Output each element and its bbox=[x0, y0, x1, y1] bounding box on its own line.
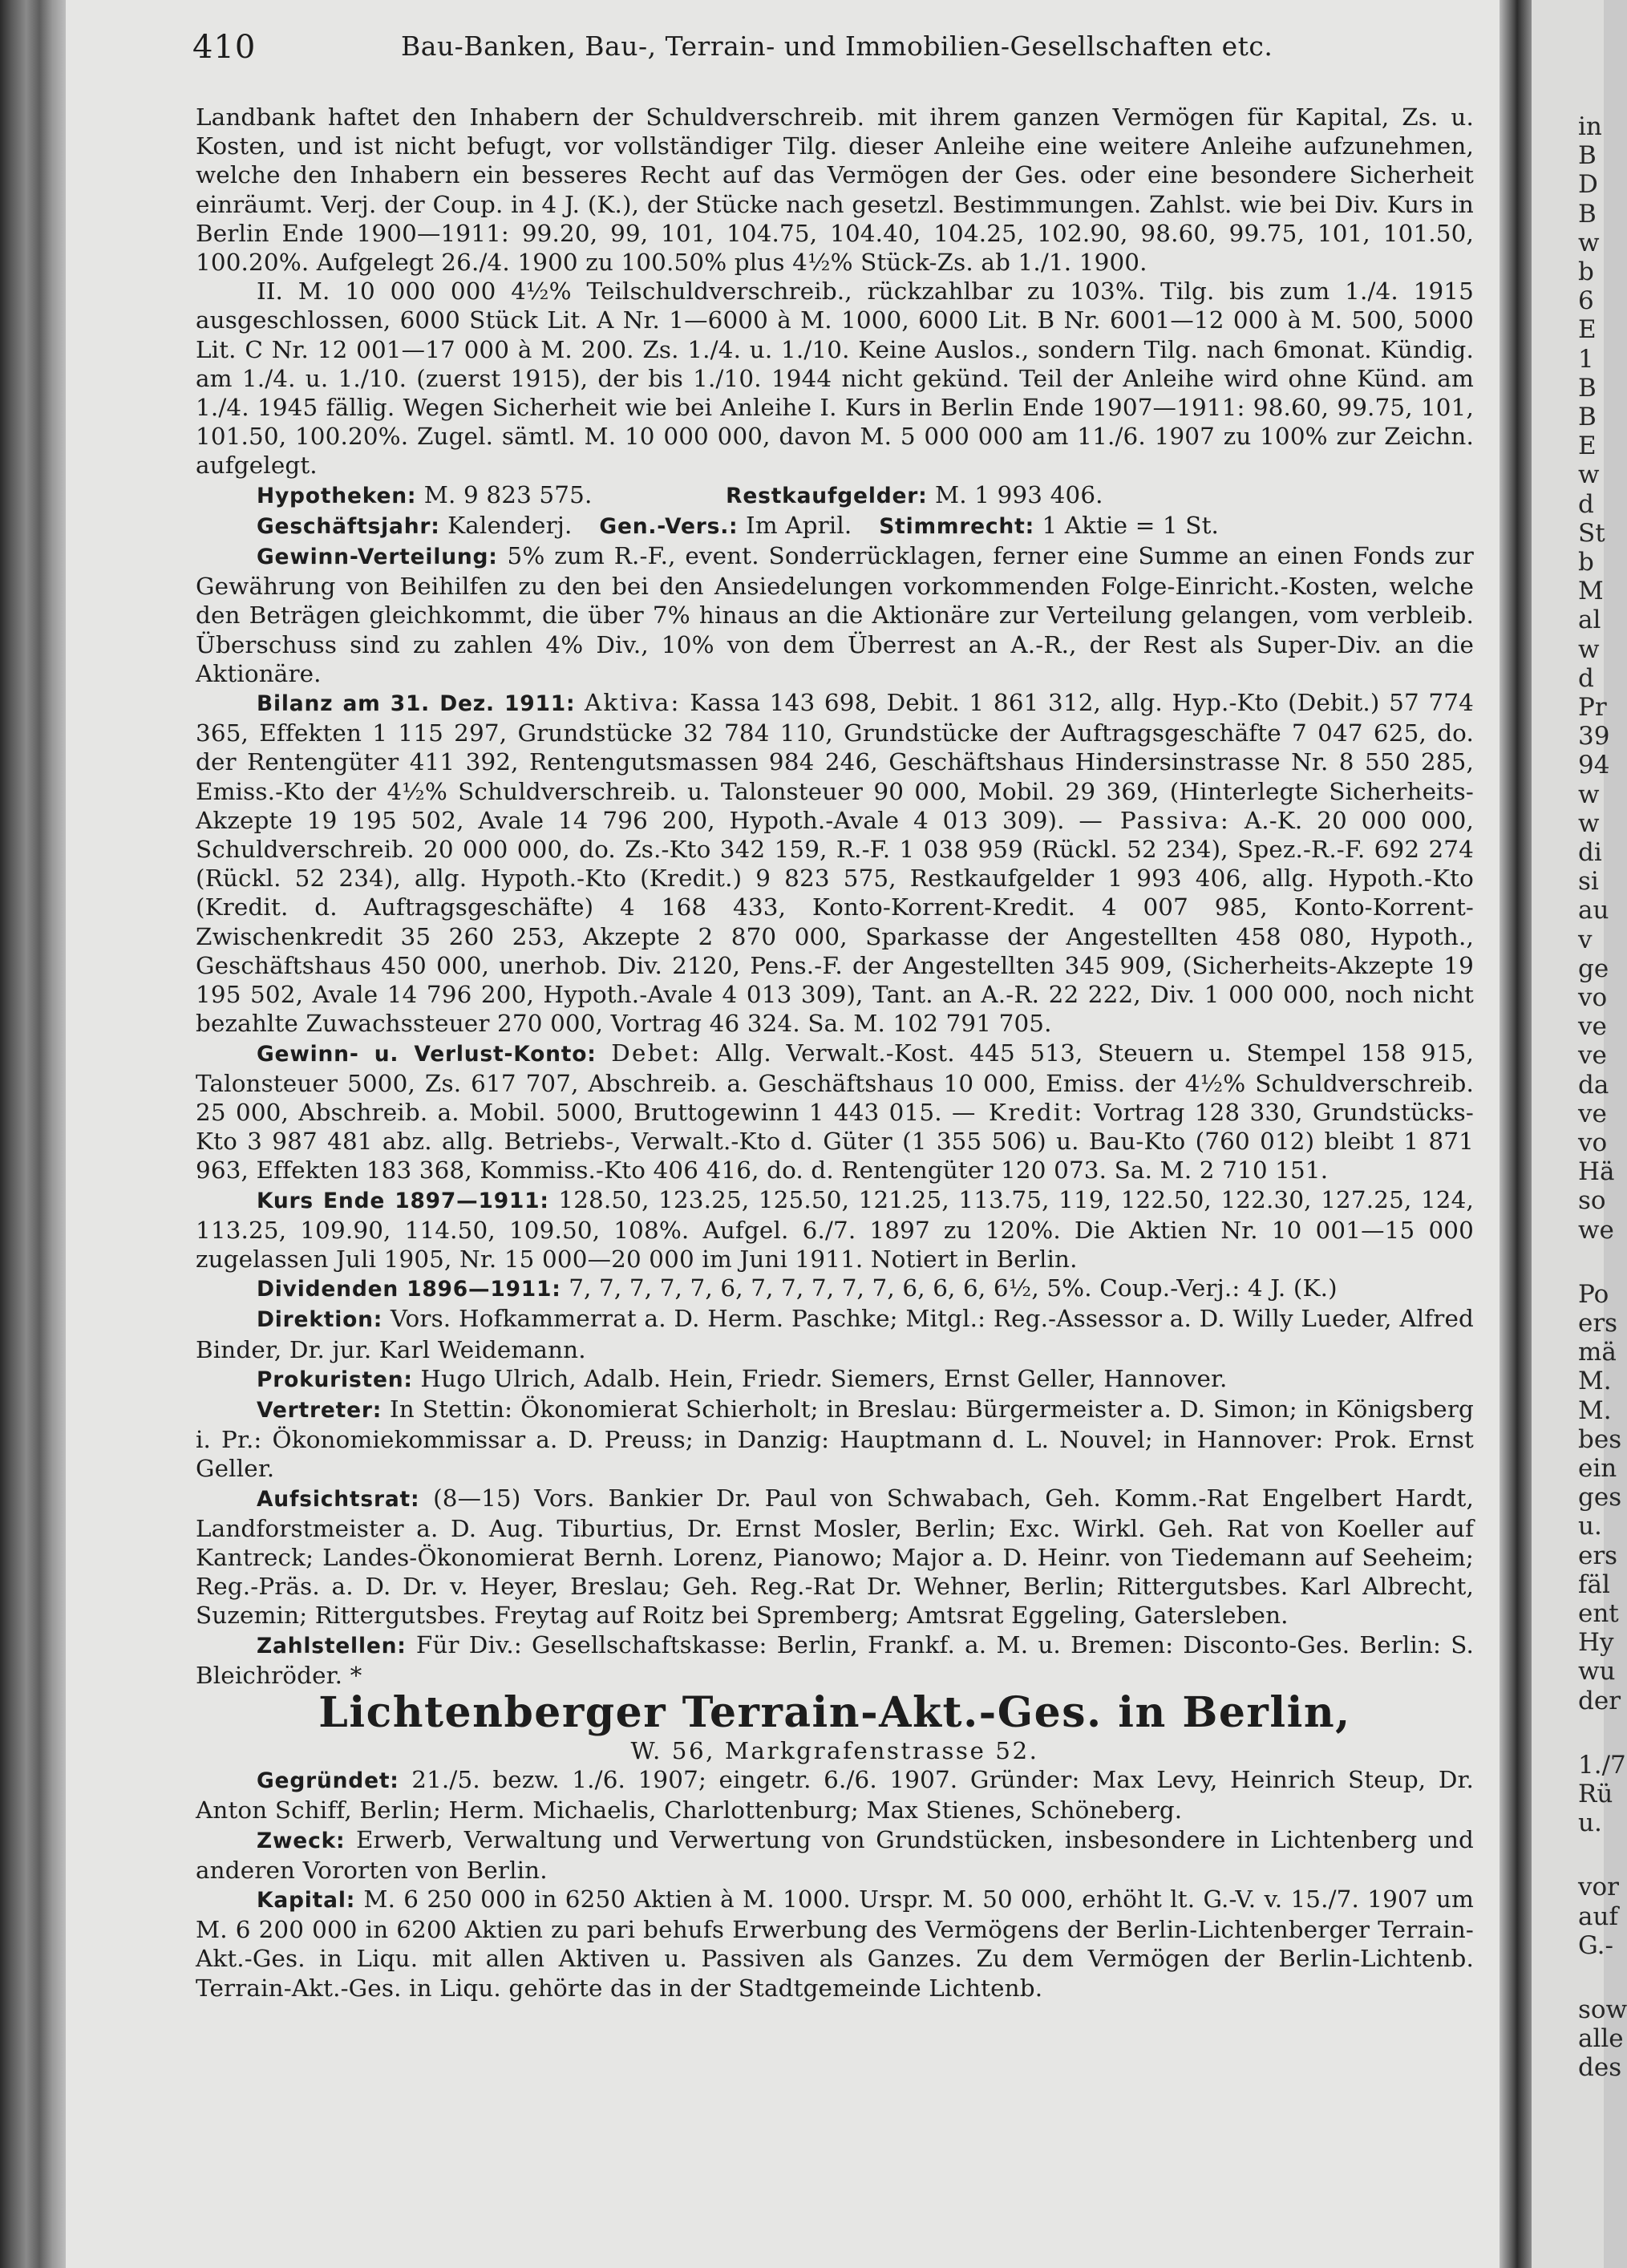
adjacent-page-fragment: 1 bbox=[1578, 344, 1594, 374]
aktiva-text: Kassa 143 698, Debit. 1 861 312, allg. Hyp.-Kto (Debit.) 57 774 365, Effekten 1 115 297, Grundstücke 32 784 110, Grundstücke der Auftragsgeschäfte 7 047 625, do. der Rentengüter 411 392, Rentengutsmassen 984 246, Geschäftshaus Hindersinstrasse Nr. 8 550 285, Emiss.-Kto der 4½% Schuldverschreib. u. Talonsteuer 90 000, Mobil. 29 369, (Hinterlegte Sicherheits-Akzepte 19 195 502, Avale 14 796 200, Hypoth.-Avale 4 013 309). bbox=[196, 689, 1474, 834]
gegruendet-text: 21./5. bezw. 1./6. 1907; eingetr. 6./6. 1907. Gründer: Max Levy, Heinrich Steup, Dr. Anton Schiff, Berlin; Herm. Michaelis, Charlottenburg; Max Stienes, Schöneberg. bbox=[196, 1766, 1474, 1825]
adjacent-page-fragment: al bbox=[1578, 605, 1601, 635]
page-header bbox=[192, 29, 1475, 74]
dividenden-paragraph bbox=[196, 1274, 1474, 1304]
adjacent-page-fragment: bes bbox=[1578, 1424, 1622, 1454]
gewinn-verteilung-paragraph bbox=[196, 541, 1474, 688]
adjacent-page-fragment: alle bbox=[1578, 2024, 1624, 2054]
hypotheken-value: M. 9 823 575. bbox=[423, 480, 593, 508]
gewinn-verteilung-label: Gewinn-Verteilung: bbox=[257, 545, 498, 570]
adjacent-page-fragment: 94 bbox=[1578, 751, 1610, 780]
adjacent-page-fragment: E bbox=[1578, 315, 1597, 345]
kurs-paragraph bbox=[196, 1185, 1474, 1274]
adjacent-page-fragment: ges bbox=[1578, 1483, 1622, 1513]
zahlstellen-text: Für Div.: Gesellschaftskasse: Berlin, Frankf. a. M. u. Bremen: Disconto-Ges. Berlin: S. Bleichröder. * bbox=[196, 1630, 1474, 1689]
adjacent-page-fragment: 1./7 bbox=[1578, 1750, 1626, 1780]
kapital-paragraph bbox=[196, 1885, 1474, 2003]
running-title: Bau-Banken, Bau-, Terrain- und Immobilien-Gesellschaften etc. bbox=[401, 30, 1273, 62]
gegruendet-label: Gegründet: bbox=[257, 1768, 399, 1794]
zweck-paragraph bbox=[196, 1825, 1474, 1885]
adjacent-page-fragment: E bbox=[1578, 431, 1597, 461]
aufsichtsrat-paragraph bbox=[196, 1484, 1474, 1630]
adjacent-page-fragment: auf bbox=[1578, 1901, 1618, 1931]
adjacent-page-fragment: da bbox=[1578, 1070, 1609, 1100]
adjacent-page-fragment: Hä bbox=[1578, 1157, 1615, 1187]
restkaufgelder-value: M. 1 993 406. bbox=[935, 480, 1103, 508]
intro-paragraph: Landbank haftet den Inhabern der Schuldverschreib. mit ihrem ganzen Vermögen für Kapital, Zs. u. Kosten, und ist nicht befugt, vor vollständiger Tilg. dieser Anleihe eine weitere Anleihe aufzunehmen, welche den Inhabern ein besseres Recht auf das Vermögen der Ges. oder eine besondere Sicherheit einräumt. Verj. der Coup. in 4 J. (K.), der Stücke nach gesetzl. Bestimmungen. Zahlst. wie bei Div. Kurs in Berlin Ende 1900—1911: 99.20, 99, 101, 104.75, 104.40, 104.25, 102.90, 98.60, 99.75, 101, 101.50, 100.20%. Aufgelegt 26./4. 1900 zu 100.50% plus 4½% Stück-Zs. ab 1./1. 1900. bbox=[196, 103, 1474, 277]
aufsichtsrat-label: Aufsichtsrat: bbox=[257, 1486, 420, 1512]
adjacent-page-fragment: ve bbox=[1578, 1099, 1607, 1128]
kredit-word: — Kredit: bbox=[952, 1098, 1084, 1126]
kredit-text: Vortrag 128 330, Grundstücks-Kto 3 987 481 abz. allg. Betriebs-, Verwalt.-Kto d. Güter (1 355 506) u. Bau-Kto (760 012) bleibt 1 871 963, Effekten 183 368, Kommiss.-Kto 406 416, do. d. Rentengüter 120 073. Sa. M. 2 710 151. bbox=[196, 1098, 1474, 1185]
adjacent-page-fragment: ge bbox=[1578, 954, 1609, 983]
book-gutter bbox=[1500, 0, 1532, 2268]
prokuristen-text: Hugo Ulrich, Adalb. Hein, Friedr. Siemers, Ernst Geller, Hannover. bbox=[420, 1364, 1228, 1392]
adjacent-page-fragment: der bbox=[1578, 1686, 1621, 1715]
aufsichtsrat-text: (8—15) Vors. Bankier Dr. Paul von Schwabach, Geh. Komm.-Rat Engelbert Hardt, Landforstmeister a. D. Aug. Tiburtius, Dr. Ernst Mosler, Berlin; Exc. Wirkl. Geh. Rat von Koeller auf Kantreck; Landes-Ökonomierat Bernh. Lorenz, Pianowo; Major a. D. Heinr. von Tiedemann auf Seeheim; Reg.-Präs. a. D. Dr. v. Heyer, Breslau; Geh. Reg.-Rat Dr. Wehner, Berlin; Rittergutsbes. Karl Albrecht, Suzemin; Rittergutsbes. Freytag auf Roitz bei Spremberg; Amtsrat Eggeling, Gatersleben. bbox=[196, 1484, 1474, 1630]
adjacent-page-fragment: B bbox=[1578, 199, 1597, 229]
adjacent-page-fragment: vo bbox=[1578, 983, 1608, 1012]
adjacent-page-fragment: ers bbox=[1578, 1541, 1618, 1570]
kurs-text: 128.50, 123.25, 125.50, 121.25, 113.75, 119, 122.50, 122.30, 127.25, 124, 113.25, 109.90, 114.50, 109.50, 108%. Aufgel. 6./7. 1897 zu 120%. Die Aktien Nr. 10 001—15 000 zugelassen Juli 1905, Nr. 15 000—20 000 im Juni 1911. Notiert in Berlin. bbox=[196, 1185, 1474, 1273]
page-number: 410 bbox=[192, 29, 257, 66]
adjacent-page-fragment: B bbox=[1578, 141, 1597, 171]
adjacent-page-fragment: di bbox=[1578, 838, 1602, 867]
adjacent-page-fragment: vo bbox=[1578, 1128, 1608, 1157]
adjacent-page-fragment: 6 bbox=[1578, 286, 1594, 316]
dividenden-label: Dividenden 1896—1911: bbox=[257, 1277, 561, 1302]
adjacent-page-fragment: w bbox=[1578, 808, 1600, 838]
adjacent-page-fragment: ers bbox=[1578, 1309, 1618, 1338]
adjacent-page-fragment: b bbox=[1578, 548, 1594, 577]
adjacent-page-fragment: G.- bbox=[1578, 1930, 1613, 1960]
adjacent-page-fragment: b bbox=[1578, 257, 1594, 286]
adjacent-page-fragment: w bbox=[1578, 780, 1600, 809]
adjacent-page-fragment: so bbox=[1578, 1186, 1606, 1216]
vertreter-paragraph bbox=[196, 1395, 1474, 1484]
adjacent-page-fragment: au bbox=[1578, 896, 1609, 925]
adjacent-page-fragment: M bbox=[1578, 577, 1604, 606]
text-column bbox=[196, 103, 1474, 2003]
adjacent-page-fragment: ve bbox=[1578, 1041, 1607, 1071]
debet-word: Debet: bbox=[611, 1039, 702, 1067]
prokuristen-paragraph bbox=[196, 1364, 1474, 1395]
adjacent-page-fragment: w bbox=[1578, 634, 1600, 664]
adjacent-page-fragment: Po bbox=[1578, 1279, 1609, 1309]
adjacent-page-fragment: v bbox=[1578, 925, 1593, 954]
gewinn-verteilung-text: 5% zum R.-F., event. Sonderrücklagen, ferner eine Summe an einen Fonds zur Gewährung von Beihilfen zu den bei den Ansiedelungen vorkommenden Folge-Einricht.-Kosten, welche den Beträgen gleichkommt, die über 7% hinaus an die Aktionäre zur Verteilung gelangen, vom verbleib. Überschuss sind zu zahlen 4% Div., 10% von dem Überrest an A.-R., der Rest als Super-Div. an die Aktionäre. bbox=[196, 542, 1474, 687]
adjacent-page-fragment: sow bbox=[1578, 1995, 1627, 2024]
geschaeftsjahr-line bbox=[196, 511, 1474, 541]
zweck-text: Erwerb, Verwaltung und Verwertung von Grundstücken, insbesondere in Lichtenberg und anderen Vororten von Berlin. bbox=[196, 1825, 1474, 1884]
bilanz-paragraph bbox=[196, 688, 1474, 1038]
zahlstellen-label: Zahlstellen: bbox=[257, 1633, 407, 1658]
gen-vers-label: Gen.-Vers.: bbox=[599, 513, 739, 539]
adjacent-page-fragment: u. bbox=[1578, 1808, 1602, 1838]
vertreter-text: In Stettin: Ökonomierat Schierholt; in Breslau: Bürgermeister a. D. Simon; in Königsberg i. Pr.: Ökonomiekommissar a. D. Preuss; in Danzig: Hauptmann d. L. Nouvel; in Hannover: Prok. Ernst Geller. bbox=[196, 1395, 1474, 1483]
prokuristen-label: Prokuristen: bbox=[257, 1367, 413, 1392]
kapital-text: M. 6 250 000 in 6250 Aktien à M. 1000. Urspr. M. 50 000, erhöht lt. G.-V. v. 15./7. 1907 um M. 6 200 000 in 6200 Aktien zu pari behufs Erwerbung des Vermögens der Berlin-Lichtenberger Terrain-Akt.-Ges. in Liqu. mit allen Aktiven u. Passiven als Ganzes. Zu dem Vermögen der Berlin-Lichtenb. Terrain-Akt.-Ges. in Liqu. gehörte das in der Stadtgemeinde Lichtenb. bbox=[196, 1885, 1474, 2002]
adjacent-page-fragment: in bbox=[1578, 112, 1602, 141]
adjacent-page-fragment: w bbox=[1578, 228, 1600, 257]
restkaufgelder-label: Restkaufgelder: bbox=[726, 483, 928, 508]
adjacent-page-fragment: we bbox=[1578, 1215, 1614, 1245]
passiva-text: A.-K. 20 000 000, Schuldverschreib. 20 000 000, do. Zs.-Kto 342 159, R.-F. 1 038 959 (Rückl. 52 234), Spez.-R.-F. 692 274 (Rückl. 52 234), allg. Hypoth.-Kto (Kredit.) 9 823 575, Restkaufgelder 1 993 406, allg. Hypoth.-Kto (Kredit. d. Auftragsgeschäfte) 4 168 433, Konto-Korrent-Kredit. 4 007 985, Konto-Korrent-Zwischenkredit 35 260 253, Akzepte 2 870 000, Sparkasse der Angestellten 458 080, Hypoth., Geschäftshaus 450 000, unerhob. Div. 2120, Pens.-F. der Angestellten 345 909, (Sicherheits-Akzepte 19 195 502, Avale 14 796 200, Hypoth.-Avale 4 013 309), Tant. an A.-R. 22 222, Div. 1 000 000, noch nicht bezahlte Zuwachssteuer 270 000, Vortrag 46 324. Sa. M. 102 791 705. bbox=[196, 806, 1475, 1038]
adjacent-page-fragment: w bbox=[1578, 460, 1600, 490]
direktion-paragraph bbox=[196, 1304, 1474, 1363]
geschaeftsjahr-label: Geschäftsjahr: bbox=[257, 513, 440, 539]
adjacent-page-fragment: Pr bbox=[1578, 693, 1607, 722]
passiva-word: — Passiva: bbox=[1079, 806, 1231, 834]
adjacent-page-fragment: mä bbox=[1578, 1338, 1617, 1367]
adjacent-page-fragment: si bbox=[1578, 867, 1599, 897]
hypotheken-label: Hypotheken: bbox=[257, 483, 417, 508]
direktion-text: Vors. Hofkammerrat a. D. Herm. Paschke; Mitgl.: Reg.-Assessor a. D. Willy Lueder, Alfred Binder, Dr. jur. Karl Weidemann. bbox=[196, 1305, 1475, 1363]
adjacent-page-fragment: Rü bbox=[1578, 1780, 1613, 1808]
stimmrecht-label: Stimmrecht: bbox=[879, 513, 1034, 539]
dividenden-text: 7, 7, 7, 7, 7, 6, 7, 7, 7, 7, 7, 6, 6, 6, 6½, 5%. Coup.-Verj.: 4 J. (K.) bbox=[569, 1274, 1338, 1302]
adjacent-page-fragment: D bbox=[1578, 170, 1598, 200]
adjacent-page-fragment: des bbox=[1578, 2053, 1622, 2083]
vertreter-label: Vertreter: bbox=[257, 1397, 382, 1423]
gewinn-verlust-paragraph bbox=[196, 1039, 1474, 1185]
adjacent-page-fragment: d bbox=[1578, 489, 1594, 519]
adjacent-page-fragment: wu bbox=[1578, 1657, 1616, 1687]
adjacent-page-fragment: d bbox=[1578, 663, 1594, 693]
gegruendet-paragraph bbox=[196, 1765, 1474, 1825]
zahlstellen-paragraph bbox=[196, 1630, 1474, 1690]
gewinn-verlust-label: Gewinn- u. Verlust-Konto: bbox=[257, 1041, 597, 1067]
adjacent-page-fragment: 39 bbox=[1578, 722, 1610, 751]
adjacent-page-fragment: St bbox=[1578, 518, 1605, 548]
adjacent-page-fragment: B bbox=[1578, 373, 1597, 403]
adjacent-page-fragment: u. bbox=[1578, 1512, 1602, 1541]
kapital-label: Kapital: bbox=[257, 1887, 356, 1913]
zweck-label: Zweck: bbox=[257, 1828, 346, 1853]
adjacent-page-fragment: ent bbox=[1578, 1599, 1619, 1628]
debet-text: Allg. Verwalt.-Kost. 445 513, Steuern u. Stempel 158 915, Talonsteuer 5000, Zs. 617 707, Abschreib. a. Geschäftshaus 10 000, Emiss. der 4½% Schuldverschreib. 25 000, Abschreib. a. Mobil. 5000, Bruttogewinn 1 443 015. bbox=[196, 1039, 1474, 1126]
adjacent-page-fragment: Hy bbox=[1578, 1628, 1614, 1658]
adjacent-page-fragment: M. bbox=[1578, 1395, 1612, 1425]
company-address: W. 56, Markgrafenstrasse 52. bbox=[630, 1736, 1039, 1764]
hypotheken-line bbox=[196, 480, 1474, 511]
direktion-label: Direktion: bbox=[257, 1307, 383, 1333]
adjacent-page-fragment: B bbox=[1578, 403, 1597, 431]
adjacent-page-edge bbox=[1532, 0, 1627, 2268]
adjacent-page-fragment: M. bbox=[1578, 1367, 1612, 1396]
aktiva-word: Aktiva: bbox=[584, 689, 681, 717]
adjacent-page-fragment: ve bbox=[1578, 1012, 1607, 1042]
kurs-label: Kurs Ende 1897—1911: bbox=[257, 1188, 549, 1213]
adjacent-page-fragment: fäl bbox=[1578, 1569, 1610, 1599]
gen-vers-value: Im April. bbox=[745, 511, 852, 539]
anleihe-II-paragraph: II. M. 10 000 000 4½% Teilschuldverschreib., rückzahlbar zu 103%. Tilg. bis zum 1./4. 1915 ausgeschlossen, 6000 Stück Lit. A Nr. 1—6000 à M. 1000, 6000 Lit. B Nr. 6001—12 000 à M. 500, 5000 Lit. C Nr. 12 001—17 000 à M. 200. Zs. 1./4. u. 1./10. Keine Auslos., sondern Tilg. nach 6monat. Kündig. am 1./4. u. 1./10. (zuerst 1915), der bis 1./10. 1944 nicht gekünd. Teil der Anleihe wird ohne Künd. am 1./4. 1945 fällig. Wegen Sicherheit wie bei Anleihe I. Kurs in Berlin Ende 1907—1911: 98.60, 99.75, 101, 101.50, 100.20%. Zugel. sämtl. M. 10 000 000, davon M. 5 000 000 am 11./6. 1907 zu 100% zur Zeichn. aufgelegt. bbox=[196, 277, 1474, 480]
adjacent-page-fragment: vor bbox=[1578, 1873, 1619, 1902]
bilanz-label: Bilanz am 31. Dez. 1911: bbox=[257, 691, 576, 717]
book-spine-shadow bbox=[0, 0, 66, 2268]
adjacent-page-fragment: ein bbox=[1578, 1454, 1617, 1483]
geschaeftsjahr-value: Kalenderj. bbox=[447, 511, 573, 539]
company-title: Lichtenberger Terrain-Akt.-Ges. in Berlin, bbox=[318, 1687, 1351, 1737]
stimmrecht-value: 1 Aktie = 1 St. bbox=[1042, 511, 1220, 539]
